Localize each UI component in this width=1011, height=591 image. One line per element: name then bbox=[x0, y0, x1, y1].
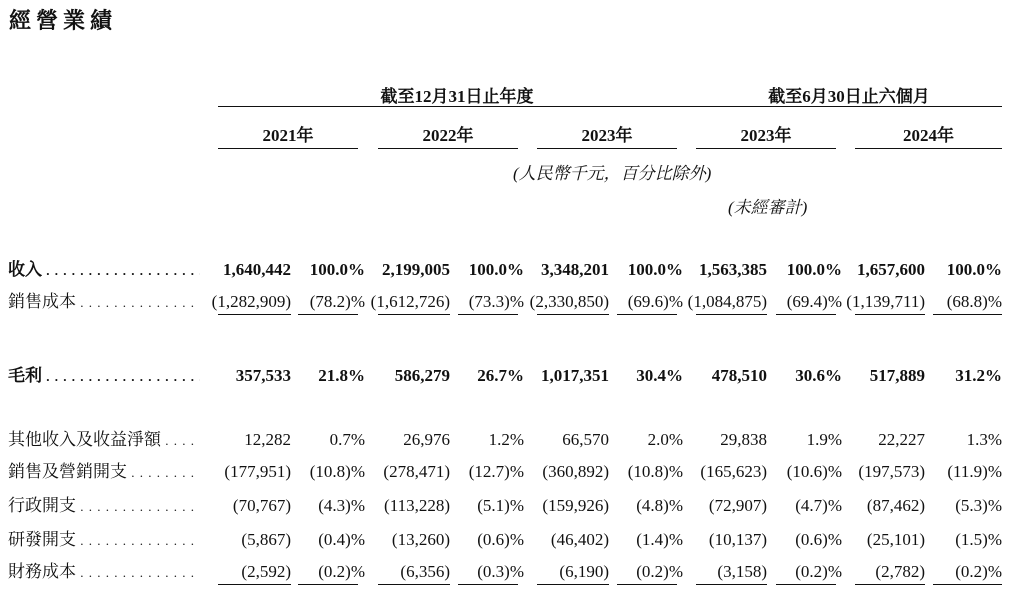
cell-underline bbox=[696, 584, 767, 585]
amount-cell: (2,592) bbox=[241, 562, 291, 581]
percent-cell: 100.0% bbox=[468, 260, 524, 279]
table-row bbox=[0, 460, 1011, 484]
percent-cell: (5.1)% bbox=[477, 496, 524, 515]
row-label: 收入 . . . bbox=[8, 258, 200, 282]
cell-underline bbox=[537, 314, 609, 315]
amount-cell: (159,926) bbox=[542, 496, 609, 515]
year-header-2023-h1: 2023年 bbox=[740, 126, 792, 145]
amount-cell: (165,623) bbox=[700, 462, 767, 481]
amount-cell: (13,260) bbox=[391, 530, 450, 549]
year-header-2022: 2022年 bbox=[422, 126, 474, 145]
table-row bbox=[0, 428, 1011, 452]
amount-cell: 586,279 bbox=[394, 366, 450, 385]
year-rule-2023-h1 bbox=[696, 148, 836, 149]
amount-cell: 2,199,005 bbox=[382, 260, 450, 279]
year-rule-2022 bbox=[378, 148, 518, 149]
amount-cell: 3,348,201 bbox=[541, 260, 609, 279]
percent-cell: (0.2)% bbox=[955, 562, 1002, 581]
cell-underline bbox=[537, 584, 609, 585]
amount-cell: (197,573) bbox=[858, 462, 925, 481]
percent-cell: (5.3)% bbox=[955, 496, 1002, 515]
cell-underline bbox=[855, 584, 925, 585]
amount-cell: (6,356) bbox=[400, 562, 450, 581]
percent-cell: (68.8)% bbox=[946, 292, 1002, 311]
percent-cell: (10.8)% bbox=[309, 462, 365, 481]
row-label: 行政開支 . . . bbox=[8, 494, 200, 518]
amount-cell: (2,782) bbox=[875, 562, 925, 581]
cell-underline bbox=[776, 584, 836, 585]
amount-cell: (6,190) bbox=[559, 562, 609, 581]
cell-underline bbox=[218, 584, 291, 585]
amount-cell: (1,282,909) bbox=[211, 292, 291, 311]
percent-cell: 2.0% bbox=[647, 430, 683, 449]
percent-cell: 1.2% bbox=[488, 430, 524, 449]
table-row bbox=[0, 290, 1011, 314]
fiscal-year-group-header: 截至12月31日止年度 bbox=[380, 87, 534, 106]
amount-cell: 1,640,442 bbox=[223, 260, 291, 279]
amount-cell: (5,867) bbox=[241, 530, 291, 549]
percent-cell: (0.2)% bbox=[318, 562, 365, 581]
amount-cell: (10,137) bbox=[708, 530, 767, 549]
percent-cell: (0.6)% bbox=[477, 530, 524, 549]
percent-cell: 100.0% bbox=[309, 260, 365, 279]
year-rule-2021 bbox=[218, 148, 358, 149]
page-title: 經營業績 bbox=[9, 9, 118, 34]
year-rule-2023 bbox=[537, 148, 677, 149]
percent-cell: (69.6)% bbox=[627, 292, 683, 311]
percent-cell: 100.0% bbox=[786, 260, 842, 279]
year-header-2024-h1: 2024年 bbox=[903, 126, 954, 145]
year-header-2023: 2023年 bbox=[581, 126, 633, 145]
amount-cell: (70,767) bbox=[232, 496, 291, 515]
row-label: 其他收入及收益淨額 . . . bbox=[8, 428, 200, 452]
amount-cell: 22,227 bbox=[878, 430, 925, 449]
year-rule-2024-h1 bbox=[855, 148, 1002, 149]
amount-cell: (1,139,711) bbox=[846, 292, 925, 311]
amount-cell: (113,228) bbox=[384, 496, 450, 515]
cell-underline bbox=[933, 314, 1002, 315]
amount-cell: 26,976 bbox=[403, 430, 450, 449]
amount-cell: 1,017,351 bbox=[541, 366, 609, 385]
cell-underline bbox=[298, 584, 358, 585]
percent-cell: (10.8)% bbox=[627, 462, 683, 481]
cell-underline bbox=[776, 314, 836, 315]
row-label: 毛利 . . . bbox=[8, 364, 200, 388]
cell-underline bbox=[218, 314, 291, 315]
percent-cell: (10.6)% bbox=[786, 462, 842, 481]
amount-cell: 1,563,385 bbox=[699, 260, 767, 279]
table-row bbox=[0, 528, 1011, 552]
amount-cell: (46,402) bbox=[550, 530, 609, 549]
percent-cell: 30.6% bbox=[795, 366, 842, 385]
amount-cell: 1,657,600 bbox=[857, 260, 925, 279]
amount-cell: (87,462) bbox=[866, 496, 925, 515]
row-label: 財務成本 . . . bbox=[8, 560, 200, 584]
row-label: 研發開支 . . . bbox=[8, 528, 200, 552]
amount-cell: 517,889 bbox=[869, 366, 925, 385]
percent-cell: 26.7% bbox=[477, 366, 524, 385]
row-label: 銷售成本 . . . bbox=[8, 290, 200, 314]
amount-cell: 29,838 bbox=[720, 430, 767, 449]
percent-cell: 100.0% bbox=[946, 260, 1002, 279]
cell-underline bbox=[298, 314, 358, 315]
cell-underline bbox=[855, 314, 925, 315]
percent-cell: 0.7% bbox=[329, 430, 365, 449]
percent-cell: 21.8% bbox=[318, 366, 365, 385]
amount-cell: (1,084,875) bbox=[687, 292, 767, 311]
percent-cell: (0.3)% bbox=[477, 562, 524, 581]
amount-cell: (72,907) bbox=[708, 496, 767, 515]
amount-cell: (25,101) bbox=[866, 530, 925, 549]
percent-cell: (0.6)% bbox=[795, 530, 842, 549]
six-month-group-rule bbox=[696, 106, 1002, 107]
percent-cell: 1.3% bbox=[966, 430, 1002, 449]
table-row bbox=[0, 560, 1011, 584]
row-label: 銷售及營銷開支 . . . bbox=[8, 460, 200, 484]
six-month-group-header: 截至6月30日止六個月 bbox=[768, 87, 930, 106]
amount-cell: (278,471) bbox=[383, 462, 450, 481]
percent-cell: 31.2% bbox=[955, 366, 1002, 385]
percent-cell: (1.5)% bbox=[955, 530, 1002, 549]
table-row bbox=[0, 364, 1011, 388]
fiscal-year-group-rule bbox=[218, 106, 696, 107]
cell-underline bbox=[617, 584, 677, 585]
percent-cell: (0.2)% bbox=[636, 562, 683, 581]
percent-cell: (4.7)% bbox=[795, 496, 842, 515]
cell-underline bbox=[378, 314, 450, 315]
percent-cell: (12.7)% bbox=[468, 462, 524, 481]
percent-cell: (11.9)% bbox=[947, 462, 1002, 481]
percent-cell: 30.4% bbox=[636, 366, 683, 385]
amount-cell: 12,282 bbox=[244, 430, 291, 449]
percent-cell: (73.3)% bbox=[468, 292, 524, 311]
percent-cell: (0.4)% bbox=[318, 530, 365, 549]
unit-note: (人民幣千元，百分比除外) bbox=[513, 164, 712, 183]
cell-underline bbox=[696, 314, 767, 315]
percent-cell: (4.3)% bbox=[318, 496, 365, 515]
cell-underline bbox=[458, 314, 518, 315]
amount-cell: (1,612,726) bbox=[370, 292, 450, 311]
amount-cell: (3,158) bbox=[717, 562, 767, 581]
amount-cell: 66,570 bbox=[562, 430, 609, 449]
cell-underline bbox=[933, 584, 1002, 585]
table-row bbox=[0, 258, 1011, 282]
amount-cell: (2,330,850) bbox=[529, 292, 609, 311]
percent-cell: (78.2)% bbox=[309, 292, 365, 311]
percent-cell: (69.4)% bbox=[786, 292, 842, 311]
percent-cell: (1.4)% bbox=[636, 530, 683, 549]
percent-cell: 100.0% bbox=[627, 260, 683, 279]
audit-note: (未經審計) bbox=[728, 198, 808, 217]
year-header-2021: 2021年 bbox=[262, 126, 314, 145]
cell-underline bbox=[378, 584, 450, 585]
amount-cell: 478,510 bbox=[711, 366, 767, 385]
amount-cell: (177,951) bbox=[224, 462, 291, 481]
percent-cell: 1.9% bbox=[806, 430, 842, 449]
cell-underline bbox=[458, 584, 518, 585]
amount-cell: 357,533 bbox=[235, 366, 291, 385]
cell-underline bbox=[617, 314, 677, 315]
percent-cell: (4.8)% bbox=[636, 496, 683, 515]
amount-cell: (360,892) bbox=[542, 462, 609, 481]
table-row bbox=[0, 494, 1011, 518]
percent-cell: (0.2)% bbox=[795, 562, 842, 581]
